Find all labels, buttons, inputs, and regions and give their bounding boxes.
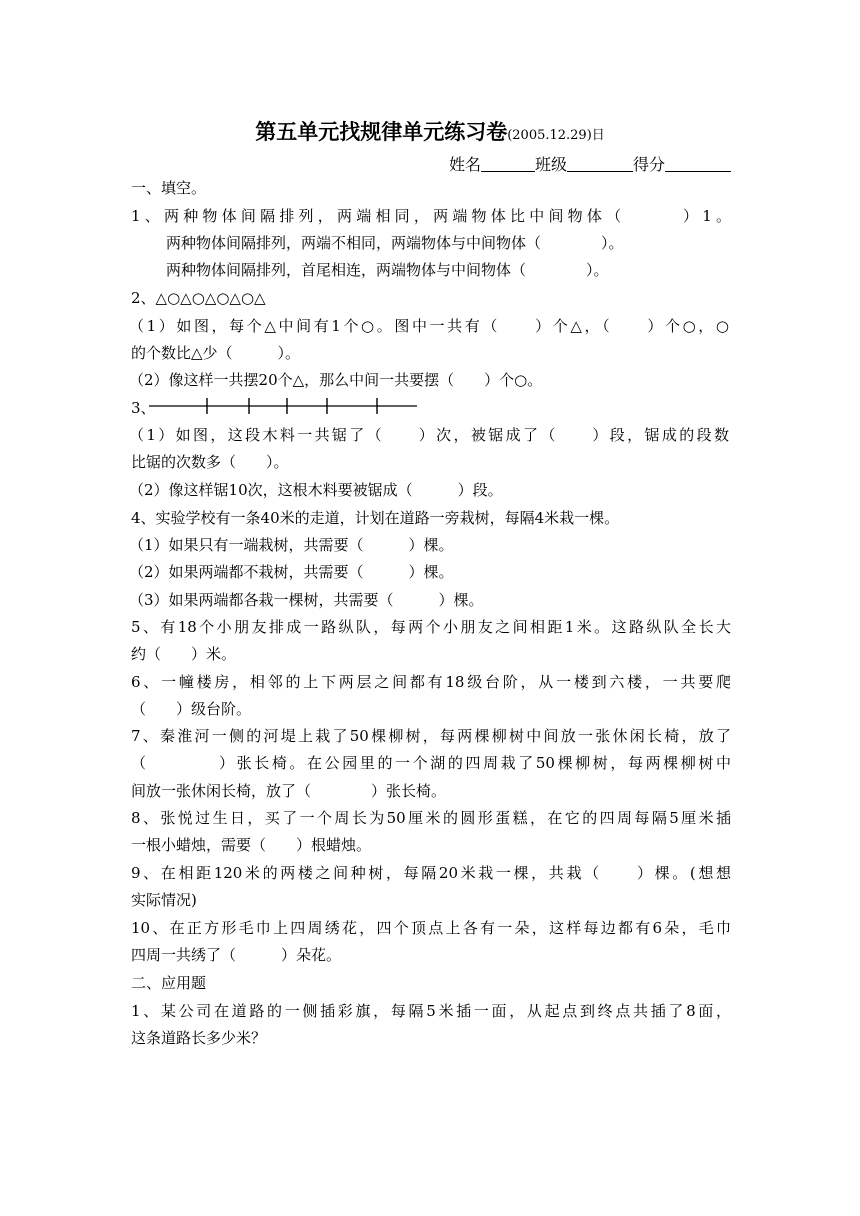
section-fill-blank-heading: 一、填空。: [131, 179, 207, 197]
word-problem-1-line-2: 这条道路长多少米？: [131, 1029, 267, 1047]
question-9-line-2: 实际情况): [131, 891, 197, 909]
student-info-line: [131, 152, 731, 175]
question-9-line-1: 9、在相距120米的两楼之间种树，每隔20米栽一棵，共栽（ ）棵。(想想: [131, 864, 731, 882]
question-10-line-2: 四周一共绣了（ ）朵花。: [131, 946, 342, 964]
question-8-line-1: 8、张悦过生日，买了一个周长为50厘米的圆形蛋糕，在它的四周每隔5厘米插: [131, 809, 731, 827]
question-2-sub-2: （2）像这样一共摆20个△，那么中间一共要摆（ ）个○。: [129, 371, 543, 389]
name-label: 姓名: [448, 155, 481, 174]
question-1: 1、两种物体间隔排列，两端相同，两端物体比中间物体（ ）1。: [131, 207, 731, 225]
section-word-problems-heading: 二、应用题: [131, 974, 207, 992]
score-blank[interactable]: [665, 155, 731, 172]
class-blank[interactable]: [567, 155, 633, 172]
worksheet-title: [130, 116, 730, 146]
question-3-wood-diagram: [131, 398, 731, 418]
question-10-line-1: 10、在正方形毛巾上四周绣花，四个顶点上各有一朵，这样每边都有6朵，毛巾: [131, 919, 731, 937]
question-4: 4、实验学校有一条40米的走道，计划在道路一旁栽树，每隔4米栽一棵。: [131, 509, 620, 527]
question-1-part-3: 两种物体间隔排列，首尾相连，两端物体与中间物体（ ）。: [166, 261, 609, 279]
question-2-sub-1-line-2: 的个数比△少（ ）。: [131, 344, 301, 362]
question-3-number: 3、: [131, 399, 156, 417]
question-2-pattern: 2、△○△○△○△○△: [131, 289, 266, 307]
question-7-line-2: （ ）张长椅。在公园里的一个湖的四周栽了50棵柳树，每两棵柳树中: [131, 754, 731, 772]
question-5-line-2: 约（ ）米。: [131, 645, 237, 663]
question-5-line-1: 5、有18个小朋友排成一路纵队，每两个小朋友之间相距1米。这路纵队全长大: [131, 618, 731, 636]
question-4-sub-3: （3）如果两端都各栽一棵树，共需要（ ）棵。: [129, 591, 484, 609]
question-6-line-2: （ ）级台阶。: [131, 700, 252, 718]
question-6-line-1: 6、一幢楼房，相邻的上下两层之间都有18级台阶，从一楼到六楼，一共要爬: [131, 673, 731, 691]
question-7-line-1: 7、秦淮河一侧的河堤上栽了50棵柳树，每两棵柳树中间放一张休闲长椅，放了: [131, 727, 731, 745]
question-8-line-2: 一根小蜡烛，需要（ ）根蜡烛。: [131, 836, 372, 854]
name-blank[interactable]: [481, 155, 535, 172]
question-3-sub-1-line-1: （1）如图，这段木料一共锯了（ ）次，被锯成了（ ）段，锯成的段数: [129, 426, 729, 444]
title-main: 第五单元找规律单元练习卷: [255, 119, 508, 144]
score-label: 得分: [632, 155, 665, 174]
question-7-line-3: 间放一张休闲长椅，放了（ ）张长椅。: [131, 782, 447, 800]
question-2-sub-1-line-1: （1）如图，每个△中间有1个○。图中一共有（ ）个△，（ ）个○，○: [129, 317, 729, 335]
title-date: (2005.12.29)日: [507, 128, 605, 143]
word-problem-1-line-1: 1、某公司在道路的一侧插彩旗，每隔5米插一面，从起点到终点共插了8面，: [131, 1002, 731, 1020]
question-4-sub-1: （1）如果只有一端栽树，共需要（ ）棵。: [129, 536, 454, 554]
question-4-sub-2: （2）如果两端都不栽树，共需要（ ）棵。: [129, 563, 454, 581]
wood-saw-line-icon: [149, 398, 549, 418]
question-3-sub-2: （2）像这样锯10次，这根木料要被锯成（ ）段。: [129, 481, 503, 499]
question-1-part-2: 两种物体间隔排列，两端不相同，两端物体与中间物体（ ）。: [166, 234, 624, 252]
class-label: 班级: [534, 155, 567, 174]
question-3-sub-1-line-2: 比锯的次数多（ ）。: [131, 453, 289, 471]
